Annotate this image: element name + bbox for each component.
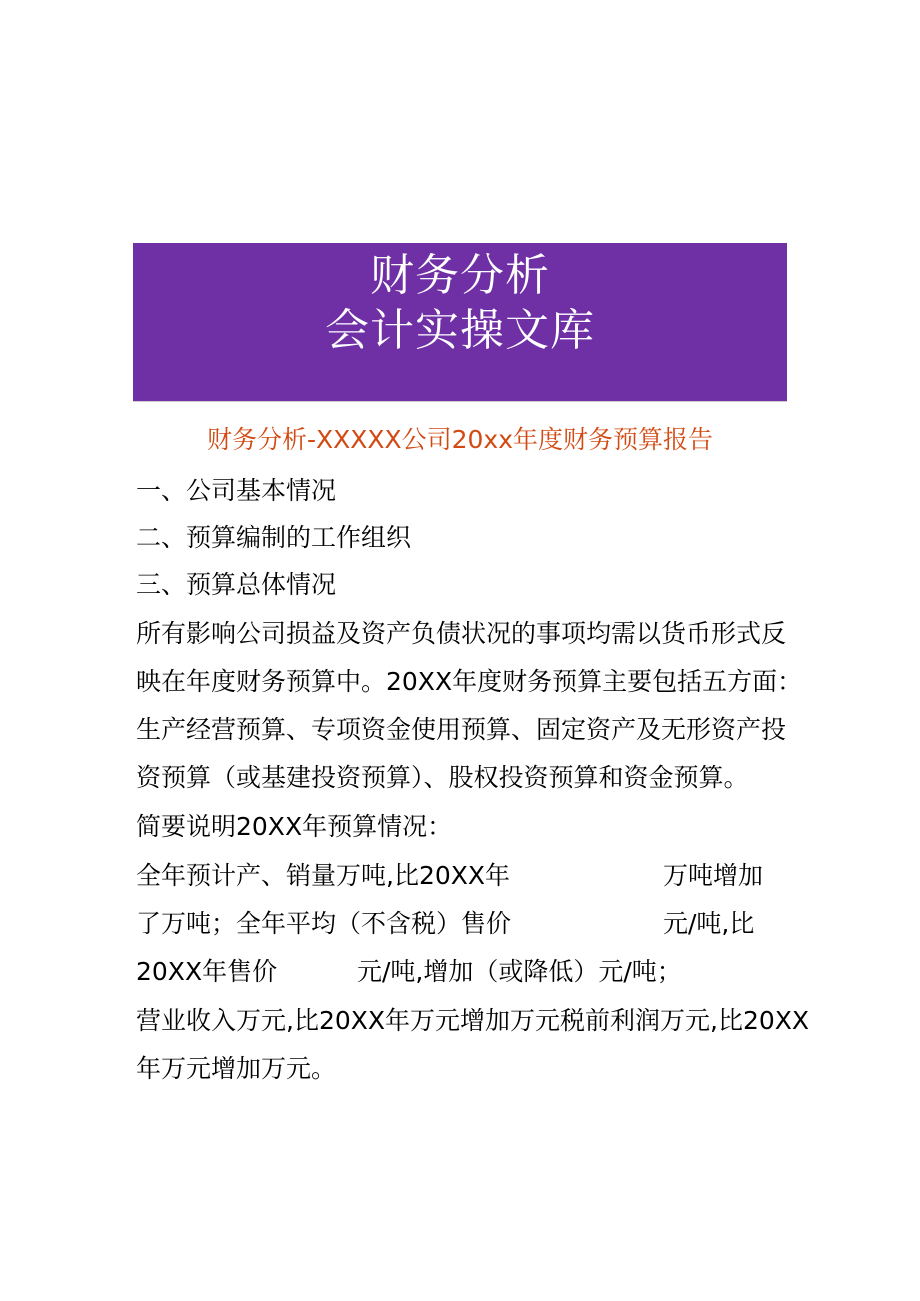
paragraph-line-tail: 元/吨,增加（或降低）元/吨； (357, 957, 682, 986)
paragraph-line-tail: 元/吨,比 (663, 909, 755, 938)
paragraph-line: 20XX年售价 (136, 957, 278, 986)
section-heading-2: 二、预算编制的工作组织 (136, 523, 412, 552)
paragraph-line: 资预算（或基建投资预算）、股权投资预算和资金预算。 (136, 763, 749, 792)
title-banner (133, 243, 787, 402)
paragraph-line-tail: 万吨增加 (663, 861, 764, 890)
banner-subtitle: 会计实操文库 (325, 305, 595, 356)
paragraph-line: 简要说明20XX年预算情况： (136, 812, 453, 841)
paragraph-line: 生产经营预算、专项资金使用预算、固定资产及无形资产投 (136, 715, 787, 744)
paragraph-line: 映在年度财务预算中。20XX年度财务预算主要包括五方面： (136, 667, 803, 696)
document-title: 财务分析-XXXXX公司20xx年度财务预算报告 (206, 425, 714, 454)
paragraph-line: 了万吨；全年平均（不含税）售价 (136, 909, 512, 938)
paragraph-line: 全年预计产、销量万吨,比20XX年 (136, 861, 511, 890)
banner-title: 财务分析 (370, 250, 550, 301)
paragraph-line: 营业收入万元,比20XX年万元增加万元税前利润万元,比20XX (136, 1006, 810, 1035)
section-heading-3: 三、预算总体情况 (136, 570, 337, 599)
paragraph-line: 年万元增加万元。 (136, 1054, 337, 1083)
paragraph-line: 所有影响公司损益及资产负债状况的事项均需以货币形式反 (136, 619, 787, 648)
section-heading-1: 一、公司基本情况 (136, 476, 337, 505)
